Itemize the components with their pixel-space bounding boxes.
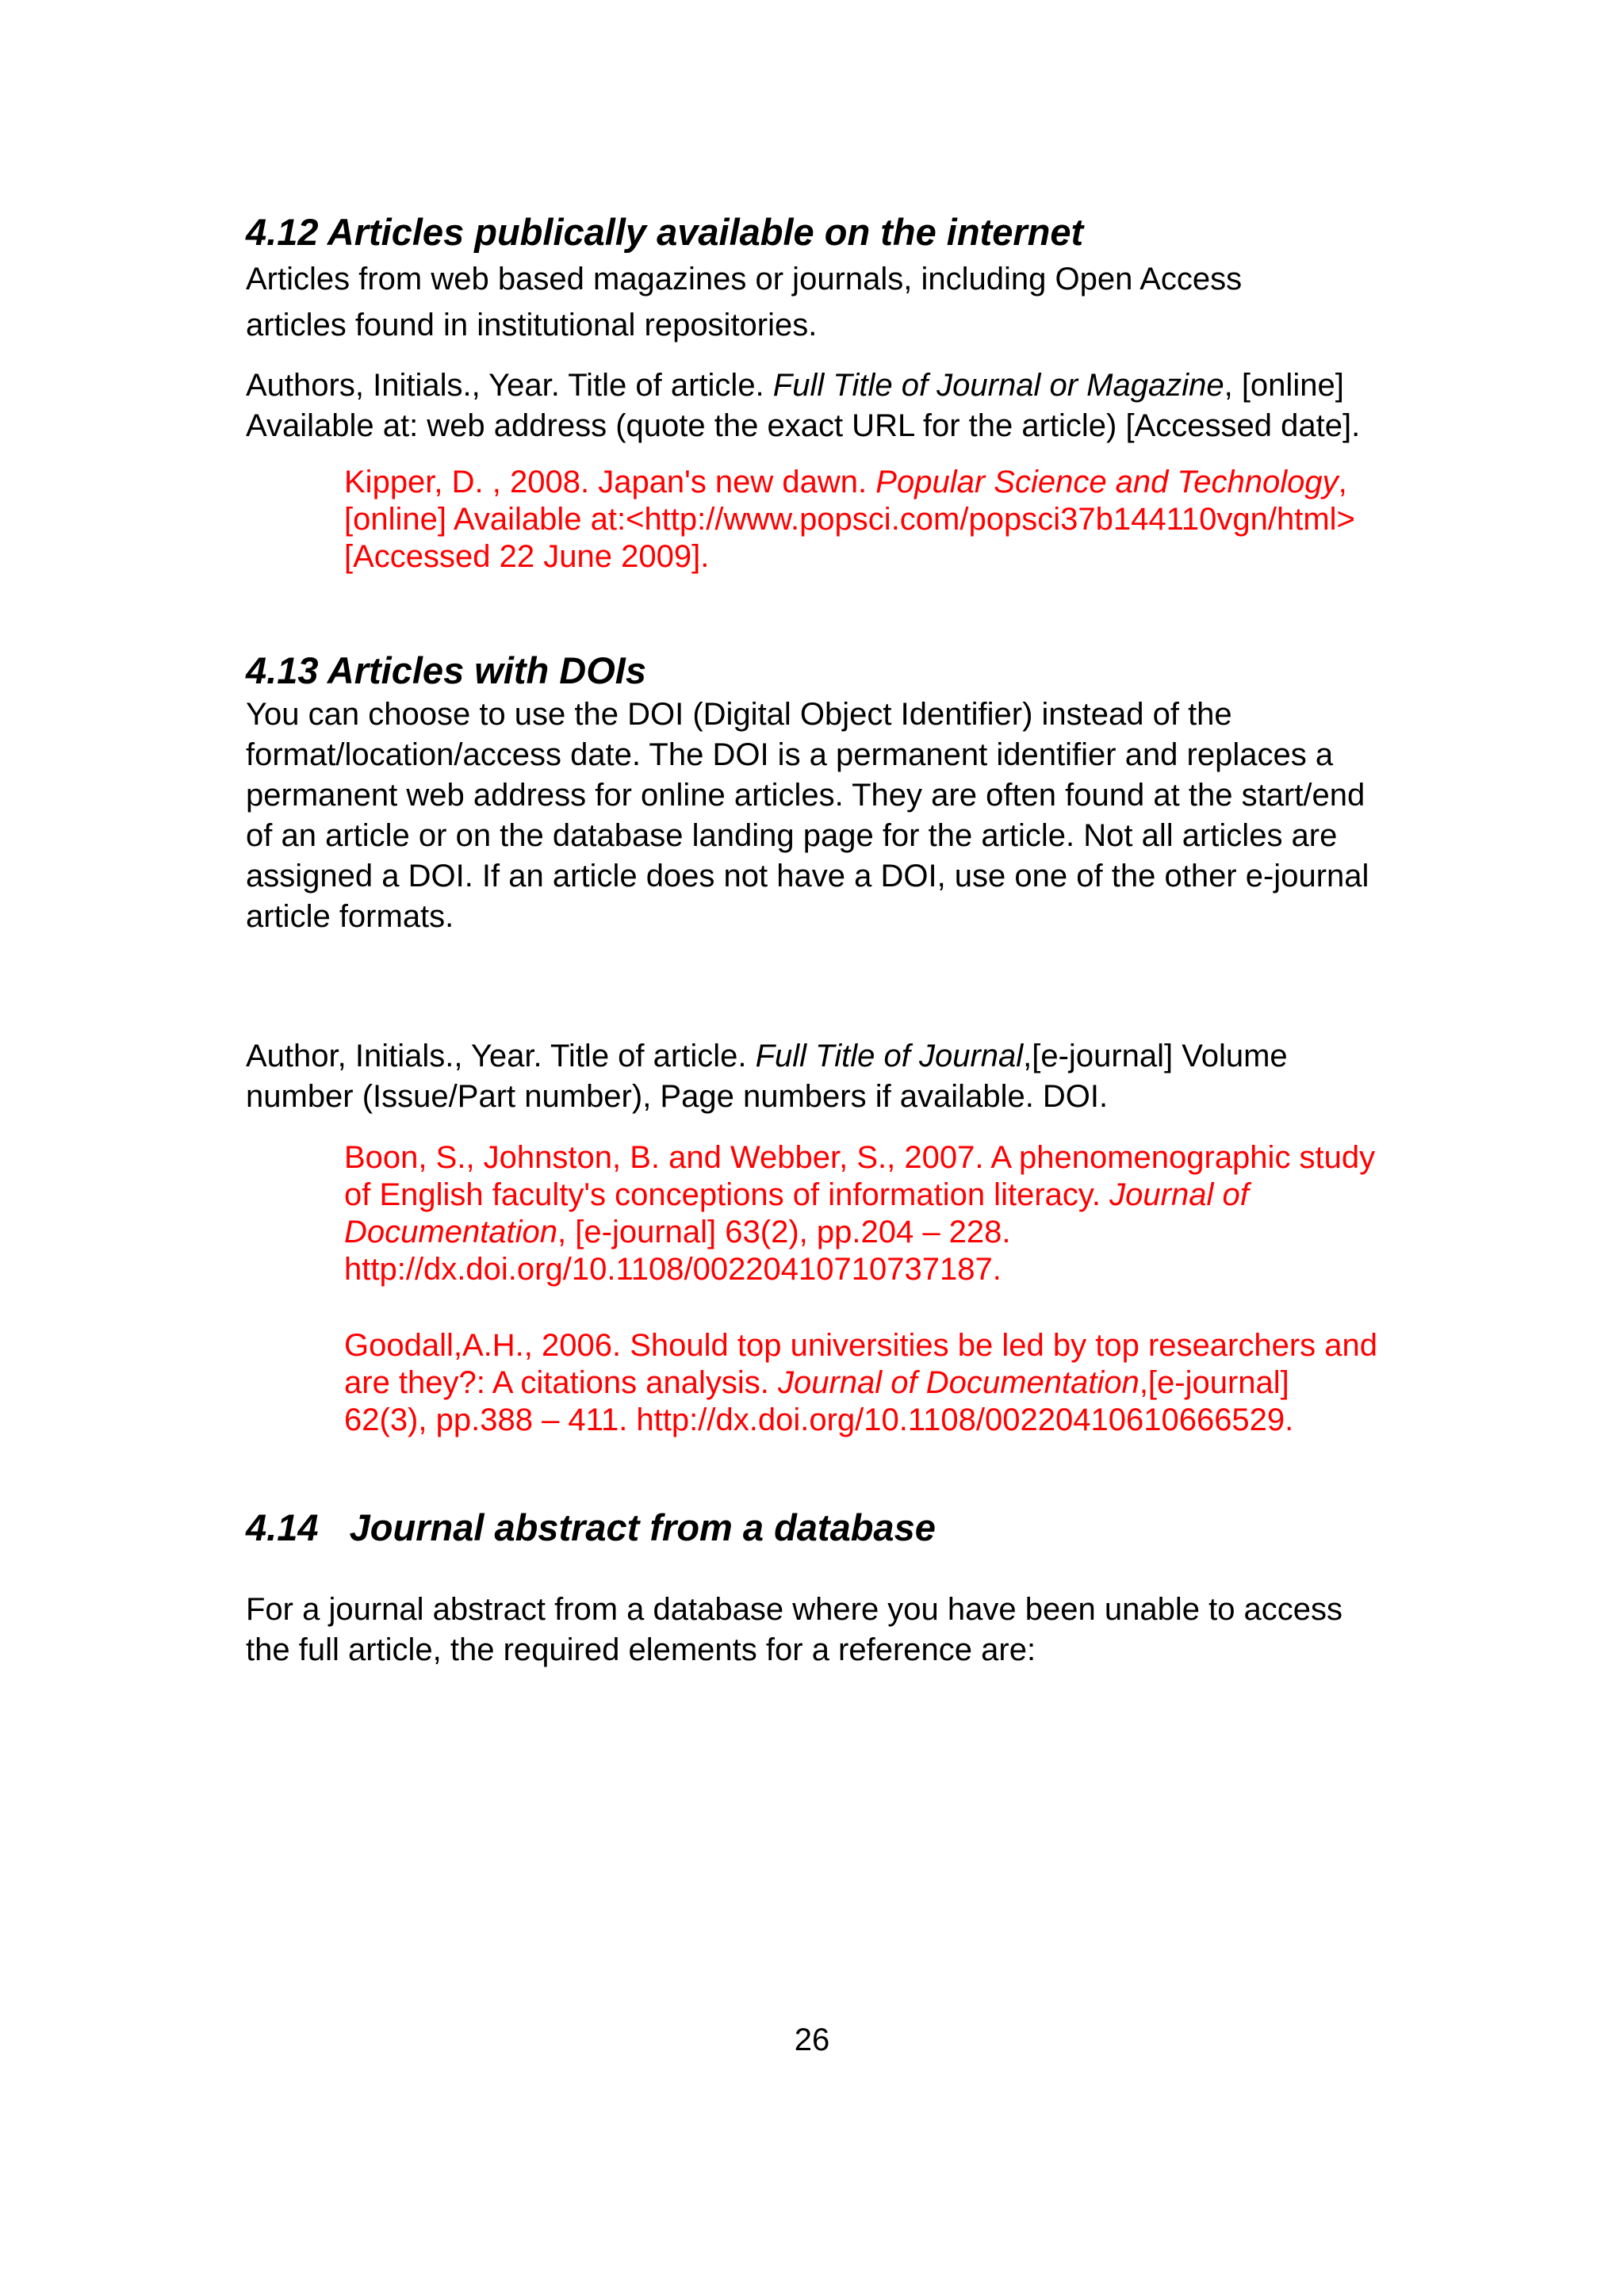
reference-format xyxy=(246,365,1378,446)
format-italic-title: Full Title of Journal or Magazine xyxy=(772,368,1224,403)
reference-format xyxy=(246,1036,1378,1117)
section-4-14 xyxy=(246,1504,1378,1670)
section-intro: You can choose to use the DOI (Digital Object Identifier) instead of the format/location/access date. The DOI is a permanent identifier and replaces a permanent web address for online articles. They are often found at the start/end of an article or on the database landing page for the article. Not all articles are assigned a DOI. If an article does not have a DOI, use one of the other e-journal article formats. xyxy=(246,697,1369,934)
example-text: Boon, S., Johnston, B. and Webber, S., 2007. A phenomenographic study of English faculty's conceptions of information literacy. xyxy=(344,1140,1376,1212)
example-italic-title: Journal of Documentation xyxy=(777,1365,1139,1400)
section-intro: For a journal abstract from a database where you have been unable to access the full article, the required elements for a reference are: xyxy=(246,1592,1343,1667)
example-italic-title: Journal of Documentation xyxy=(344,1177,1249,1249)
example-text: Kipper, D. , 2008. Japan's new dawn. xyxy=(344,465,876,499)
section-4-13 xyxy=(246,647,1378,1439)
intro-line: articles found in institutional repositories. xyxy=(246,308,818,342)
intro-line: Articles from web based magazines or journals, including Open Access xyxy=(246,262,1243,297)
reference-example xyxy=(344,1139,1378,1288)
section-heading: 4.14 Journal abstract from a database xyxy=(246,1506,936,1548)
section-heading: 4.13 Articles with DOIs xyxy=(246,649,646,691)
reference-example xyxy=(344,464,1378,576)
reference-example xyxy=(344,1327,1378,1439)
example-text: Goodall,A.H., 2006. Should top universities be led by top researchers and are they?: A citations analysis. xyxy=(344,1328,1378,1400)
format-text: ,[e-journal] Volume number (Issue/Part number), Page numbers if available. DOI. xyxy=(246,1039,1288,1114)
example-text: , [e-journal] 63(2), pp.204 – 228. http://dx.doi.org/10.1108/00220410710737187. xyxy=(344,1215,1011,1287)
format-text: Author, Initials., Year. Title of article. xyxy=(246,1039,756,1073)
example-text: ,[e-journal] 62(3), pp.388 – 411. http://dx.doi.org/10.1108/00220410610666529. xyxy=(344,1365,1294,1437)
format-text: , [online] Available at: web address (quote the exact URL for the article) [Accessed date]. xyxy=(246,368,1361,443)
format-italic-title: Full Title of Journal xyxy=(755,1039,1024,1073)
example-text: , [online] Available at:<http://www.popsci.com/popsci37b144110vgn/html> [Accessed 22 June 2009]. xyxy=(344,465,1355,574)
example-italic-title: Popular Science and Technology xyxy=(875,465,1339,499)
section-heading: 4.12 Articles publically available on the internet xyxy=(246,211,1084,253)
page-number: 26 xyxy=(794,2022,830,2057)
section-4-12 xyxy=(246,0,1378,576)
format-text: Authors, Initials., Year. Title of article. xyxy=(246,368,773,403)
